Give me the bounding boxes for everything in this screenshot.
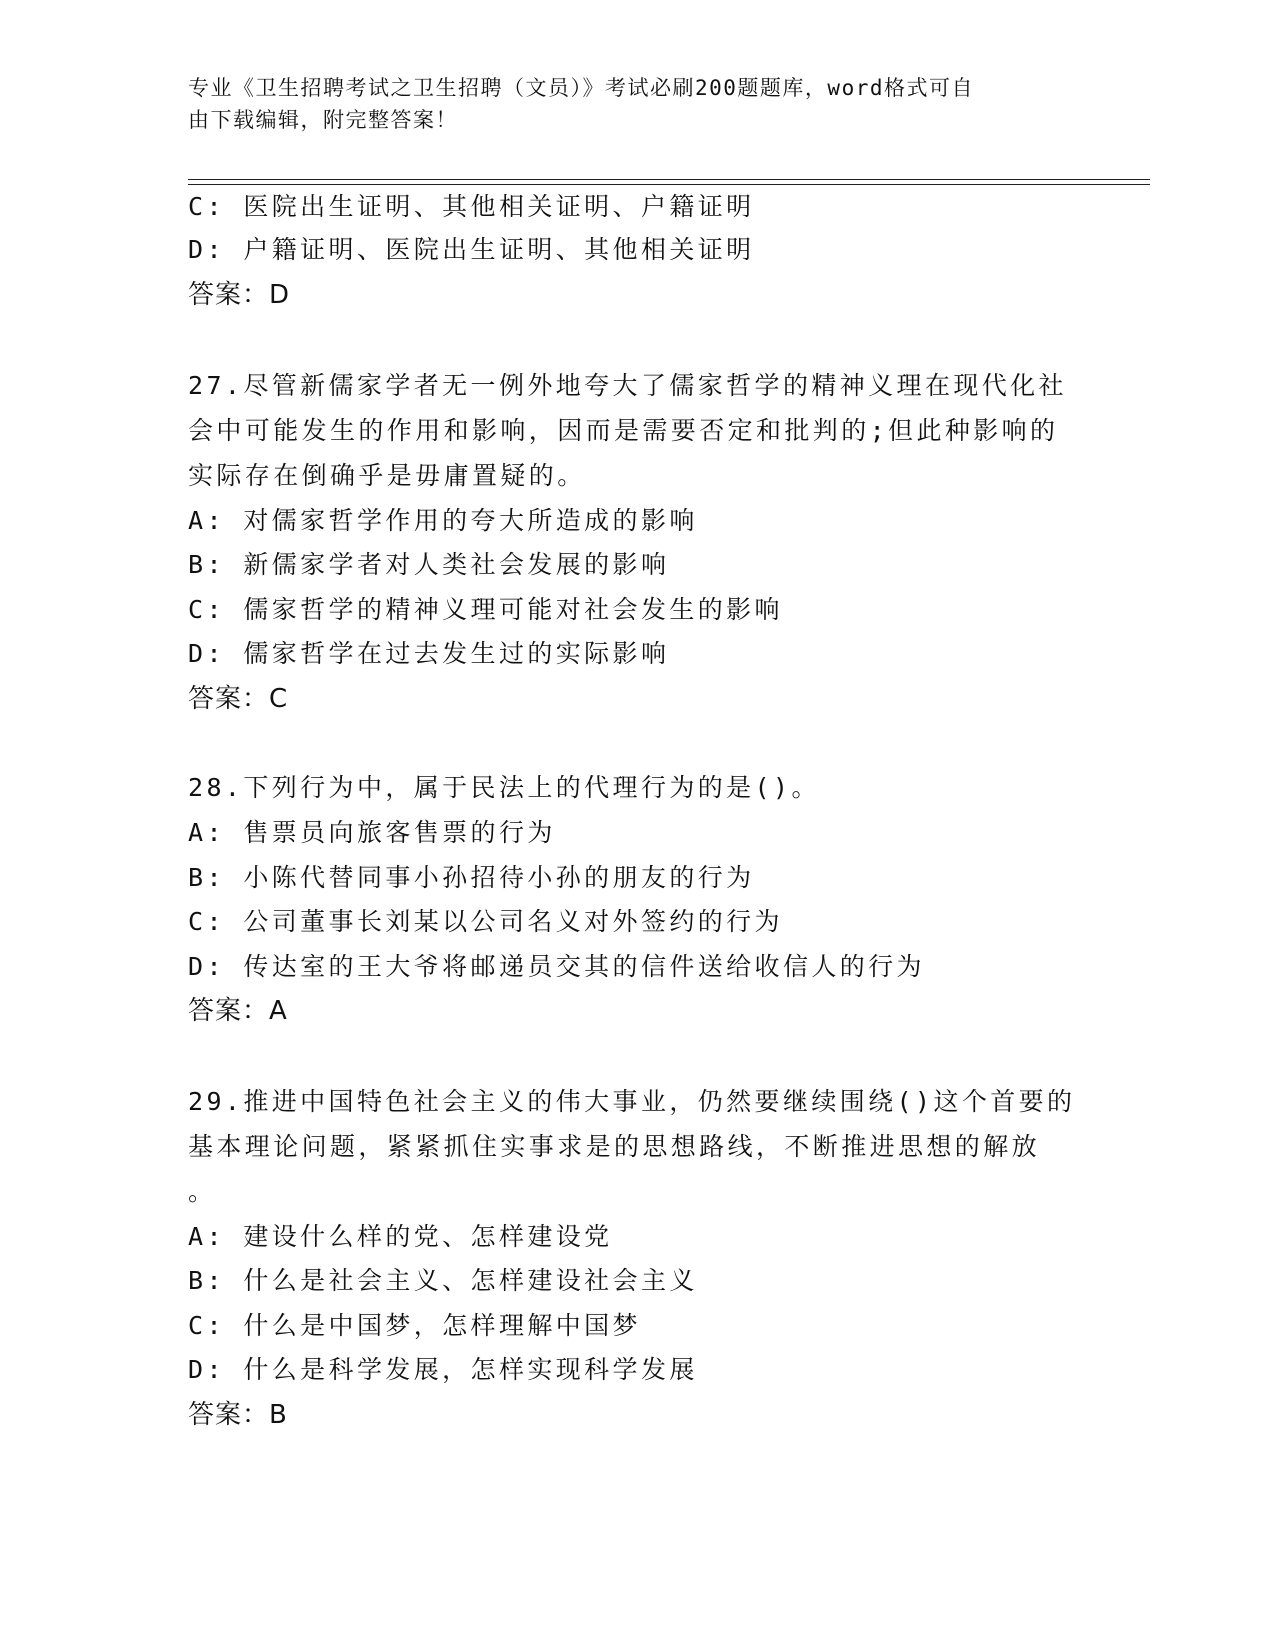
- header-line: 专业《卫生招聘考试之卫生招聘（文员）》考试必刷200题题库，word格式可自: [188, 76, 974, 100]
- option-b: B: 什么是社会主义、怎样建设社会主义: [188, 1266, 698, 1295]
- answer-label: 答案：B: [188, 1400, 288, 1430]
- option-d: D: 儒家哲学在过去发生过的实际影响: [188, 639, 670, 668]
- option-b: B: 小陈代替同事小孙招待小孙的朋友的行为: [188, 863, 755, 892]
- answer-label: 答案：D: [188, 280, 291, 310]
- document-header: [188, 72, 1068, 136]
- question-stem: 27.尽管新儒家学者无一例外地夸大了儒家哲学的精神义理在现代化社: [188, 371, 1067, 400]
- option-d: D: 什么是科学发展，怎样实现科学发展: [188, 1355, 698, 1384]
- option-d: D: 传达室的王大爷将邮递员交其的信件送给收信人的行为: [188, 952, 925, 981]
- header-divider: [188, 179, 1150, 180]
- question-stem: 。: [188, 1177, 217, 1206]
- answer-label: 答案：C: [188, 684, 289, 714]
- option-c: C: 儒家哲学的精神义理可能对社会发生的影响: [188, 595, 783, 624]
- header-line: 由下载编辑，附完整答案！: [188, 108, 458, 132]
- question-stem: 29.推进中国特色社会主义的伟大事业，仍然要继续围绕()这个首要的: [188, 1087, 1076, 1116]
- question-stem: 实际存在倒确乎是毋庸置疑的。: [188, 461, 586, 490]
- question-stem: 28.下列行为中，属于民法上的代理行为的是()。: [188, 773, 820, 802]
- header-divider: [188, 184, 1150, 185]
- option-c: C: 医院出生证明、其他相关证明、户籍证明: [188, 192, 755, 221]
- option-a: A: 对儒家哲学作用的夸大所造成的影响: [188, 506, 698, 535]
- option-a: A: 售票员向旅客售票的行为: [188, 818, 556, 847]
- option-d: D: 户籍证明、医院出生证明、其他相关证明: [188, 235, 755, 264]
- question-stem: 基本理论问题，紧紧抓住实事求是的思想路线，不断推进思想的解放: [188, 1132, 1041, 1161]
- option-c: C: 公司董事长刘某以公司名义对外签约的行为: [188, 907, 783, 936]
- question-stem: 会中可能发生的作用和影响，因而是需要否定和批判的;但此种影响的: [188, 416, 1059, 445]
- option-a: A: 建设什么样的党、怎样建设党: [188, 1222, 613, 1251]
- answer-label: 答案：A: [188, 996, 288, 1026]
- option-c: C: 什么是中国梦，怎样理解中国梦: [188, 1311, 641, 1340]
- option-b: B: 新儒家学者对人类社会发展的影响: [188, 550, 670, 579]
